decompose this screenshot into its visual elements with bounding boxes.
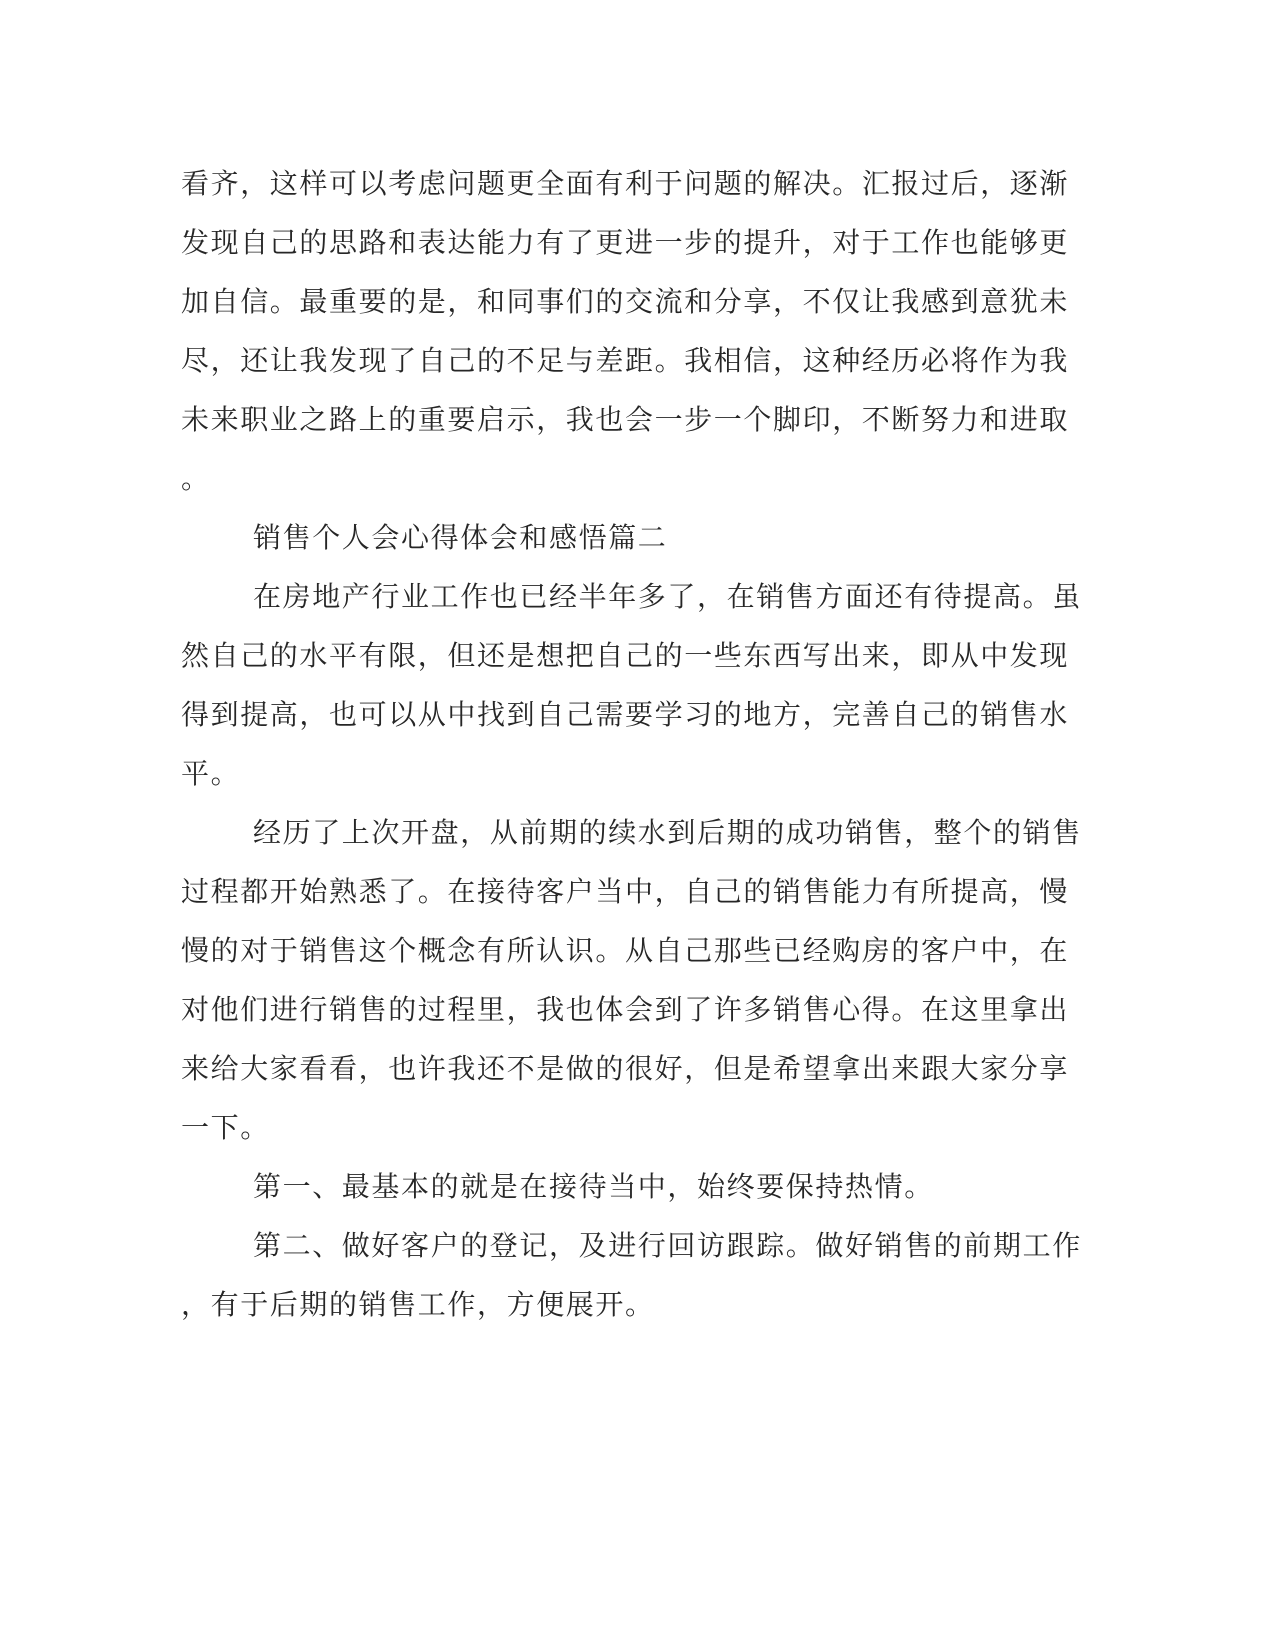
text-line: 。 [181, 462, 211, 495]
text-line: ，有于后期的销售工作，方便展开。 [181, 1288, 655, 1321]
text-line: 第一、最基本的就是在接待当中，始终要保持热情。 [253, 1170, 934, 1203]
text-line: 尽，还让我发现了自己的不足与差距。我相信，这种经历必将作为我 [181, 344, 1070, 377]
text-line: 第二、做好客户的登记，及进行回访跟踪。做好销售的前期工作 [253, 1229, 1082, 1262]
text-line: 平。 [181, 757, 241, 790]
text-line: 得到提高，也可以从中找到自己需要学习的地方，完善自己的销售水 [181, 698, 1070, 731]
text-line: 看齐，这样可以考虑问题更全面有利于问题的解决。汇报过后，逐渐 [181, 167, 1070, 200]
text-line: 发现自己的思路和表达能力有了更进一步的提升，对于工作也能够更 [181, 226, 1070, 259]
section-heading: 销售个人会心得体会和感悟篇二 [253, 521, 668, 554]
text-line: 然自己的水平有限，但还是想把自己的一些东西写出来，即从中发现 [181, 639, 1070, 672]
text-line: 在房地产行业工作也已经半年多了，在销售方面还有待提高。虽 [253, 580, 1082, 613]
text-line: 慢的对于销售这个概念有所认识。从自己那些已经购房的客户中，在 [181, 934, 1070, 967]
text-line: 来给大家看看，也许我还不是做的很好，但是希望拿出来跟大家分享 [181, 1052, 1070, 1085]
text-line: 加自信。最重要的是，和同事们的交流和分享，不仅让我感到意犹未 [181, 285, 1070, 318]
text-line: 经历了上次开盘，从前期的续水到后期的成功销售，整个的销售 [253, 816, 1082, 849]
document-body [181, 154, 1082, 1334]
text-line: 过程都开始熟悉了。在接待客户当中，自己的销售能力有所提高，慢 [181, 875, 1070, 908]
text-line: 未来职业之路上的重要启示，我也会一步一个脚印，不断努力和进取 [181, 403, 1070, 436]
text-line: 一下。 [181, 1111, 270, 1144]
text-line: 对他们进行销售的过程里，我也体会到了许多销售心得。在这里拿出 [181, 993, 1070, 1026]
